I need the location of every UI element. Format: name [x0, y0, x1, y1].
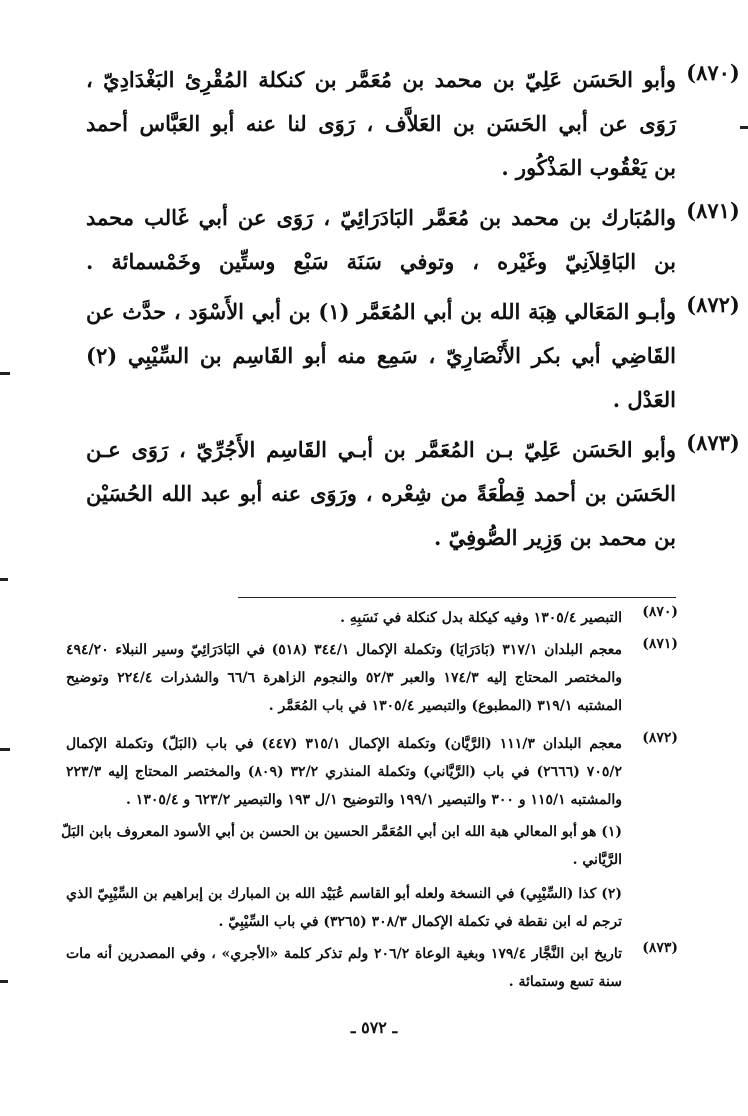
page-number: ـ ٥٧٢ ـ [350, 1018, 398, 1037]
scan-edge-mark [0, 372, 10, 375]
entry-line: رَوَى عن أبي الحَسَن بن العَلاَّف ، رَوَى لنا عنه أبو العَبَّاس أحمد [86, 111, 676, 136]
entry-number: (٨٧٢) [686, 292, 740, 317]
footnote-line: ٧٠٥/٢ (٢٦٦٦) في باب (الرَّيَّاني) وتكملة المنذري ٣٢/٢ (٨٠٩) والمختصر المحتاج إليه ٢٢٣/٣ [66, 764, 622, 780]
subnote-line: الرَّيَّاني . [572, 852, 622, 868]
scan-edge-mark [0, 748, 10, 751]
entry-line: وأبو الحَسَن عَلِيّ بن محمد بن مُعَمَّر بن كنكلة المُقْرِئ البَغْدَادِيّ ، [86, 67, 676, 92]
footnote-line: سنة تسع وستمائة . [508, 974, 622, 990]
entry-number: (٨٧١) [686, 198, 740, 223]
footnote-number: (٨٧١) [642, 636, 678, 652]
scan-edge-mark [740, 126, 748, 129]
entry-line: بن البَاقِلاَنِيّ وغَيْره ، وتوفي سَنَة سَبْع وستِّين وخَمْسمائة . [86, 249, 676, 274]
subnote-2 [66, 880, 622, 936]
scan-edge-mark [0, 980, 8, 983]
footnote-line: معجم البلدان ٣١٧/١ (بَادَرَايَا) وتكملة الإكمال ٣٤٤/١ (٥١٨) في البَادَرَائِيّ وسير النبلاء ٤٩٤/٢٠ [66, 642, 623, 658]
entry-line: القَاضِي أبي بكر الأَنْصَارِيّ ، سَمِع منه أبو القَاسِم بن السِّيْبِي (٢) [86, 343, 676, 368]
footnote-number: (٨٧٣) [642, 940, 678, 956]
subnote-line: (١) هو أبو المعالي هبة الله ابن أبي المُعَمَّر الحسين بن الحسن بن أبي الأسود المعروف بابن البَلّ [61, 824, 622, 840]
footnote-873 [66, 940, 678, 996]
footnote-line: المشتبه ٣١٩/١ (المطبوع) والتبصير ١٣٠٥/٤ في باب المُعَمَّر . [268, 698, 622, 714]
entry-number: (٨٧٣) [686, 430, 740, 455]
entry-line: بن يَعْقُوب المَذْكُور . [501, 155, 676, 180]
footnote-line: التبصير ١٣٠٥/٤ وفيه كيكلة بدل كنكلة في نَسَبِهِ . [340, 610, 622, 626]
scan-edge-mark [0, 578, 8, 581]
entry-871 [86, 196, 740, 284]
footnote-line: تاريخ ابن النَّجَّار ١٧٩/٤ وبغية الوعاة ٢٠٦/٢ ولم تذكر كلمة «الأجري» ، وفي المصدرين أنه مات [66, 946, 623, 962]
entry-line: الحَسَن بن أحمد قِطْعَةً من شِعْره ، ورَوَى عنه أبو عبد الله الحُسَيْن [86, 481, 676, 506]
footnote-872 [66, 730, 678, 814]
entry-873 [86, 428, 740, 560]
footnote-separator [238, 597, 676, 598]
footnote-line: معجم البلدان ١١١/٣ (الرَّيَّان) وتكملة الإكمال ٣١٥/١ (٤٤٧) في باب (البَلّ) وتكملة الإكمال [66, 736, 623, 752]
entry-line: والمُبَارك بن محمد بن مُعَمَّر البَادَرَائِيّ ، رَوَى عن أبي غَالب محمد [86, 205, 676, 230]
entry-line: بن محمد بن وَزِير الصُّوفِيّ . [433, 525, 676, 550]
entry-line: العَدْل . [612, 387, 676, 412]
footnote-number: (٨٧٠) [642, 604, 678, 620]
entry-872 [86, 290, 740, 422]
footnote-870 [66, 604, 678, 632]
subnote-line: ترجم له ابن نقطة في تكملة الإكمال ٣٠٨/٣ (٣٢٦٥) في باب السِّيْبِيّ . [218, 914, 622, 930]
footnote-line: والمشتبه ١١٥/١ و ٣٠٠ والتبصير ١٩٩/١ والتوضيح ١/ل ١٩٣ والتبصير ٦٢٣/٢ و ١٣٠٥/٤ . [126, 792, 622, 808]
footnote-number: (٨٧٢) [642, 730, 678, 746]
footnote-line: والمختصر المحتاج إليه ١٧٤/٣ والعبر ٥٢/٣ والنجوم الزاهرة ٦٦/٦ والشذرات ٢٢٤/٤ وتوضيح [66, 670, 622, 686]
subnote-1 [61, 818, 622, 874]
entry-870 [86, 58, 740, 190]
entry-number: (٨٧٠) [686, 60, 740, 85]
entry-line: وأبو الحَسَن عَلِيّ بـن المُعَمَّر بن أبـي القَاسِم الأَجُرِّيّ ، رَوَى عـن [86, 437, 676, 462]
footnote-871 [66, 636, 678, 720]
entry-line: وأبـو المَعَالي هِبَة الله بن أبي المُعَمَّر (١) بن أبي الأَسْوَد ، حدَّث عن [86, 299, 676, 324]
subnote-line: (٢) كذا (السِّيْبِي) في النسخة ولعله أبو القاسم عُبَيْد الله بن المبارك بن إبراهيم بن السِّيْبِيّ الذي [66, 886, 622, 902]
